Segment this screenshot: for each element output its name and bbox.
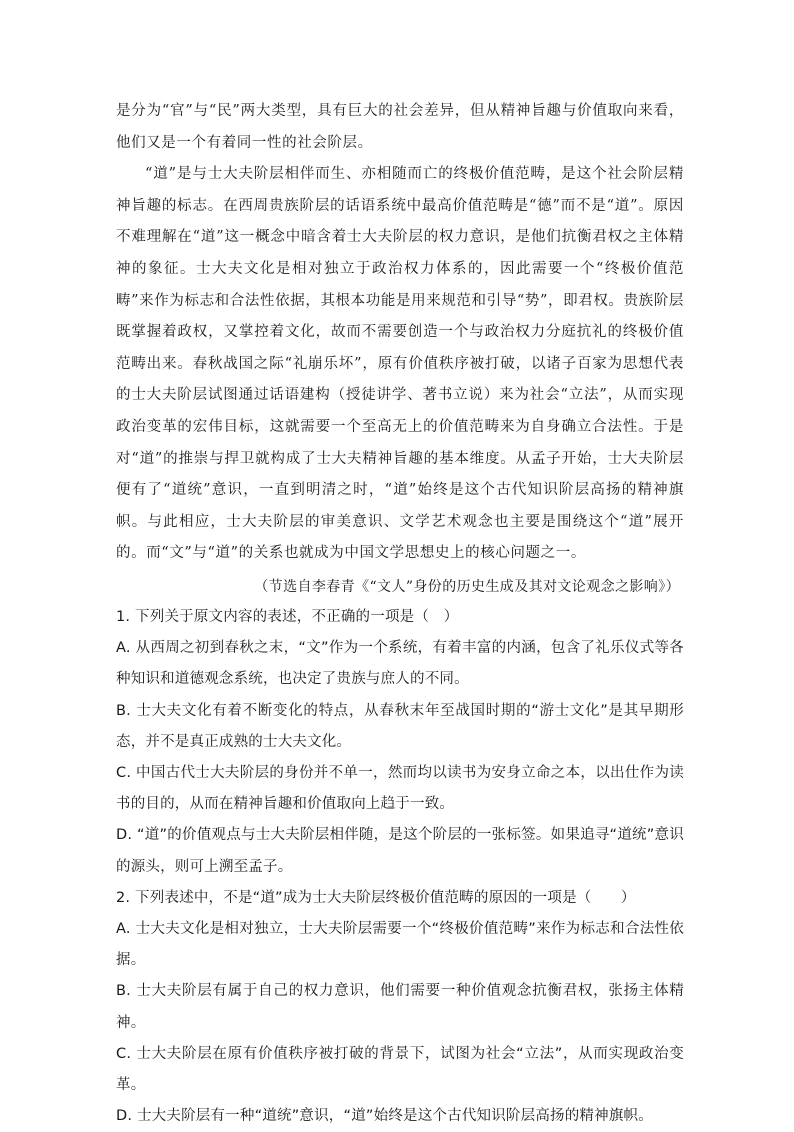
question-1-option-c: C. 中国古代士大夫阶层的身份并不单一，然而均以读书为安身立命之本，以出仕作为读书的目的，从而在精神旨趣和价值取向上趋于一致。 [116, 764, 684, 813]
page-content [116, 96, 684, 1132]
question-2 [116, 883, 684, 1132]
question-1-option-b: B. 士大夫文化有着不断变化的特点，从春秋末年至战国时期的“游士文化”是其早期形态，并不是真正成熟的士大夫文化。 [116, 702, 684, 750]
question-2-option-a: A. 士大夫文化是相对独立，士大夫阶层需要一个“终极价值范畴”来作为标志和合法性依据。 [116, 920, 684, 969]
passage-paragraph-1: 是分为“官”与“民”两大类型，具有巨大的社会差异，但从精神旨趣与价值取向来看，他们又是一个有着同一性的社会阶层。 [116, 103, 684, 151]
passage-paragraph-2: “道”是与士大夫阶层相伴而生、亦相随而亡的终极价值范畴，是这个社会阶层精神旨趣的标志。在西周贵族阶层的话语系统中最高价值范畴是“德”而不是“道”。原因不难理解在“道”这一概念中暗含着士大夫阶层的权力意识，是他们抗衡君权之主体精神的象征。士大夫文化是相对独立于政治权力体系的，因此需要一个“终极价值范畴”来作为标志和合法性依据，其根本功能是用来规范和引导“势”，即君权。贵族阶层既掌握着政权，又掌控着文化，故而不需要创造一个与政治权力分庭抗礼的终极价值范畴出来。春秋战国之际“礼崩乐坏”，原有价值秩序被打破，以诸子百家为思想代表的士大夫阶层试图通过话语建构（授徒讲学、著书立说）来为社会“立法”，从而实现政治变革的宏伟目标，这就需要一个至高无上的价值范畴来为自身确立合法性。于是对“道”的推崇与捍卫就构成了士大夫精神旨趣的基本维度。从孟子开始，士大夫阶层便有了“道统”意识，一直到明清之时，“道”始终是这个古代知识阶层高扬的精神旗帜。与此相应，士大夫阶层的审美意识、文学艺术观念也主要是围绕这个“道”展开的。而“文”与“道”的关系也就成为中国文学思想史上的核心问题之一。 [116, 166, 684, 562]
question-1-option-d: D. “道”的价值观点与士大夫阶层相伴随，是这个阶层的一张标签。如果追寻“道统”意识的源头，则可上溯至孟子。 [116, 827, 684, 875]
passage-source: （节选自李春青《“文人”身份的历史生成及其对文论观念之影响》） [254, 578, 680, 595]
question-2-option-d: D. 士大夫阶层有一种“道统”意识，“道”始终是这个古代知识阶层高扬的精神旗帜。 [116, 1108, 653, 1125]
question-2-option-b: B. 士大夫阶层有属于自己的权力意识，他们需要一种价值观念抗衡君权，张扬主体精神。 [116, 983, 684, 1031]
reading-passage [116, 96, 684, 602]
question-list [116, 602, 684, 1132]
question-2-stem: 2. 下列表述中，不是“道”成为士大夫阶层终极价值范畴的原因的一项是（ ） [116, 889, 636, 906]
question-1-stem: 1. 下列关于原文内容的表述，不正确的一项是（ ） [116, 608, 459, 625]
question-1 [116, 602, 684, 883]
question-2-option-c: C. 士大夫阶层在原有价值秩序被打破的背景下，试图为社会“立法”，从而实现政治变革。 [116, 1045, 684, 1093]
question-1-option-a: A. 从西周之初到春秋之末，“文”作为一个系统，有着丰富的内涵，包含了礼乐仪式等各种知识和道德观念系统，也决定了贵族与庶人的不同。 [116, 640, 684, 688]
